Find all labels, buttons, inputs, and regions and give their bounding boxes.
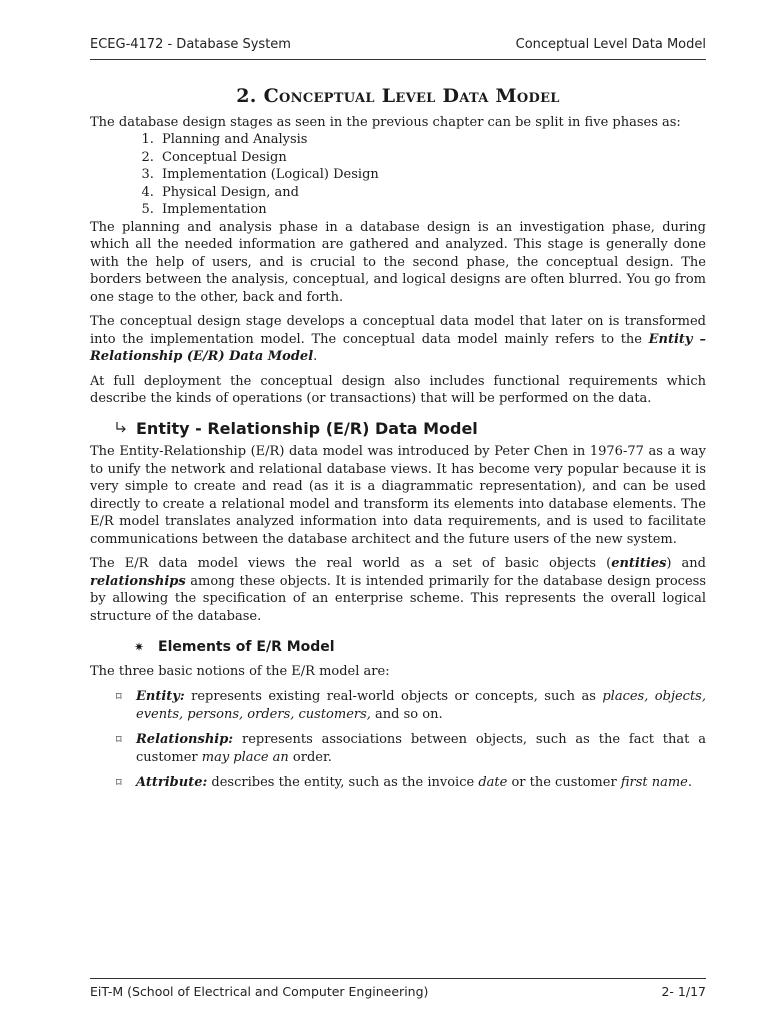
- planning-paragraph: The planning and analysis phase in a database design is an investigation phase, during which all the needed information are gathered and analyzed. This stage is generally done with the help of users, and is crucial to the second phase, the conceptual design. The borders between the analysis, conceptual, and logical designs are often blurred. You go from one stage to the other, back and forth.: [90, 219, 706, 305]
- paragraph-end: .: [313, 349, 318, 364]
- er-views-paragraph: [90, 555, 706, 625]
- header-chapter: Conceptual Level Data Model: [515, 37, 706, 52]
- paragraph-text: ) and: [666, 556, 706, 571]
- bullet-icon: ⌑: [116, 776, 122, 789]
- list-item: 5. Implementation: [158, 201, 706, 219]
- paragraph-text: The conceptual design stage develops a conceptual data model that later on is transformed into the implementation model. The conceptual data model mainly refers to the: [90, 314, 706, 347]
- bullet-text: [136, 688, 706, 723]
- term-text: Attribute:: [136, 775, 208, 790]
- term-text: Relationship:: [136, 732, 234, 747]
- intro-paragraph: The database design stages as seen in the previous chapter can be split in five phases as:: [90, 114, 681, 130]
- arrow-icon: [114, 421, 132, 435]
- paragraph-text: among these objects. It is intended primarily for the database design process by allowing the specification of an enterprise scheme. This represents the overall logical structure of the database.: [90, 573, 706, 624]
- header-course: ECEG-4172 - Database System: [90, 37, 291, 52]
- example-text: places, objects, events, persons, orders, customers,: [136, 689, 706, 722]
- example-text: date: [478, 775, 508, 790]
- list-item: 3. Implementation (Logical) Design: [158, 166, 706, 184]
- deployment-paragraph: At full deployment the conceptual design also includes functional requirements which describe the kinds of operations (or transactions) that will be performed on the data.: [90, 373, 706, 406]
- conceptual-paragraph: [90, 313, 706, 366]
- bullet-body: .: [687, 775, 693, 790]
- list-item: 2. Conceptual Design: [158, 149, 706, 167]
- page-number: 2- 1/17: [661, 984, 706, 999]
- notions-intro: The three basic notions of the E/R model are:: [90, 663, 390, 679]
- list-item: 1. Planning and Analysis: [158, 131, 706, 149]
- emphasis-text: Entity – Relationship (E/R) Data Model: [90, 331, 706, 364]
- subsection-heading: [90, 639, 706, 657]
- bullet-icon: ⌑: [116, 690, 122, 703]
- page-title: 2. Conceptual Level Data Model: [236, 85, 560, 107]
- page-content: [90, 85, 706, 792]
- bullet-body: represents existing real-world objects or concepts, such as: [184, 689, 603, 704]
- bullet-body: order.: [288, 749, 332, 765]
- footer-school: EiT-M (School of Electrical and Computer Engineering): [90, 984, 429, 999]
- bullet-text: [136, 774, 706, 792]
- emphasis-text: relationships: [90, 573, 186, 589]
- bullet-body: or the customer: [507, 775, 621, 790]
- bullet-entity: [90, 688, 706, 723]
- term-text: Entity:: [136, 689, 185, 704]
- bullet-icon: ⌑: [116, 733, 122, 746]
- list-item: 4. Physical Design, and: [158, 184, 706, 202]
- bullet-text: [136, 731, 706, 766]
- example-text: first name: [620, 775, 688, 790]
- phases-list: [90, 131, 706, 219]
- bullet-body: and so on.: [370, 706, 443, 722]
- star-icon: ✷: [134, 640, 145, 654]
- page-header: [90, 37, 706, 60]
- er-intro-paragraph: The Entity-Relationship (E/R) data model was introduced by Peter Chen in 1976-77 as a way to unify the network and relational database views. It has become very popular because it is very simple to create and read (as it is a diagrammatic representation), and can be used directly to create a relational model and transform its elements into database elements. The E/R model translates analyzed information into data requirements, and is used to facilitate communications between the database architect and the future users of the new system.: [90, 444, 706, 547]
- section-title: Entity - Relationship (E/R) Data Model: [136, 418, 478, 438]
- page-footer: [90, 978, 706, 999]
- example-text: may place an: [201, 749, 289, 765]
- bullet-body: describes the entity, such as the invoice: [207, 775, 479, 790]
- paragraph-text: The E/R data model views the real world as a set of basic objects (: [90, 556, 612, 571]
- emphasis-text: entities: [611, 556, 667, 571]
- bullet-relationship: [90, 731, 706, 766]
- bullet-attribute: [90, 774, 706, 792]
- subsection-title: Elements of E/R Model: [158, 639, 335, 655]
- section-heading: [90, 420, 706, 438]
- bullet-body: represents associations between objects, such as the fact that a customer: [136, 732, 706, 765]
